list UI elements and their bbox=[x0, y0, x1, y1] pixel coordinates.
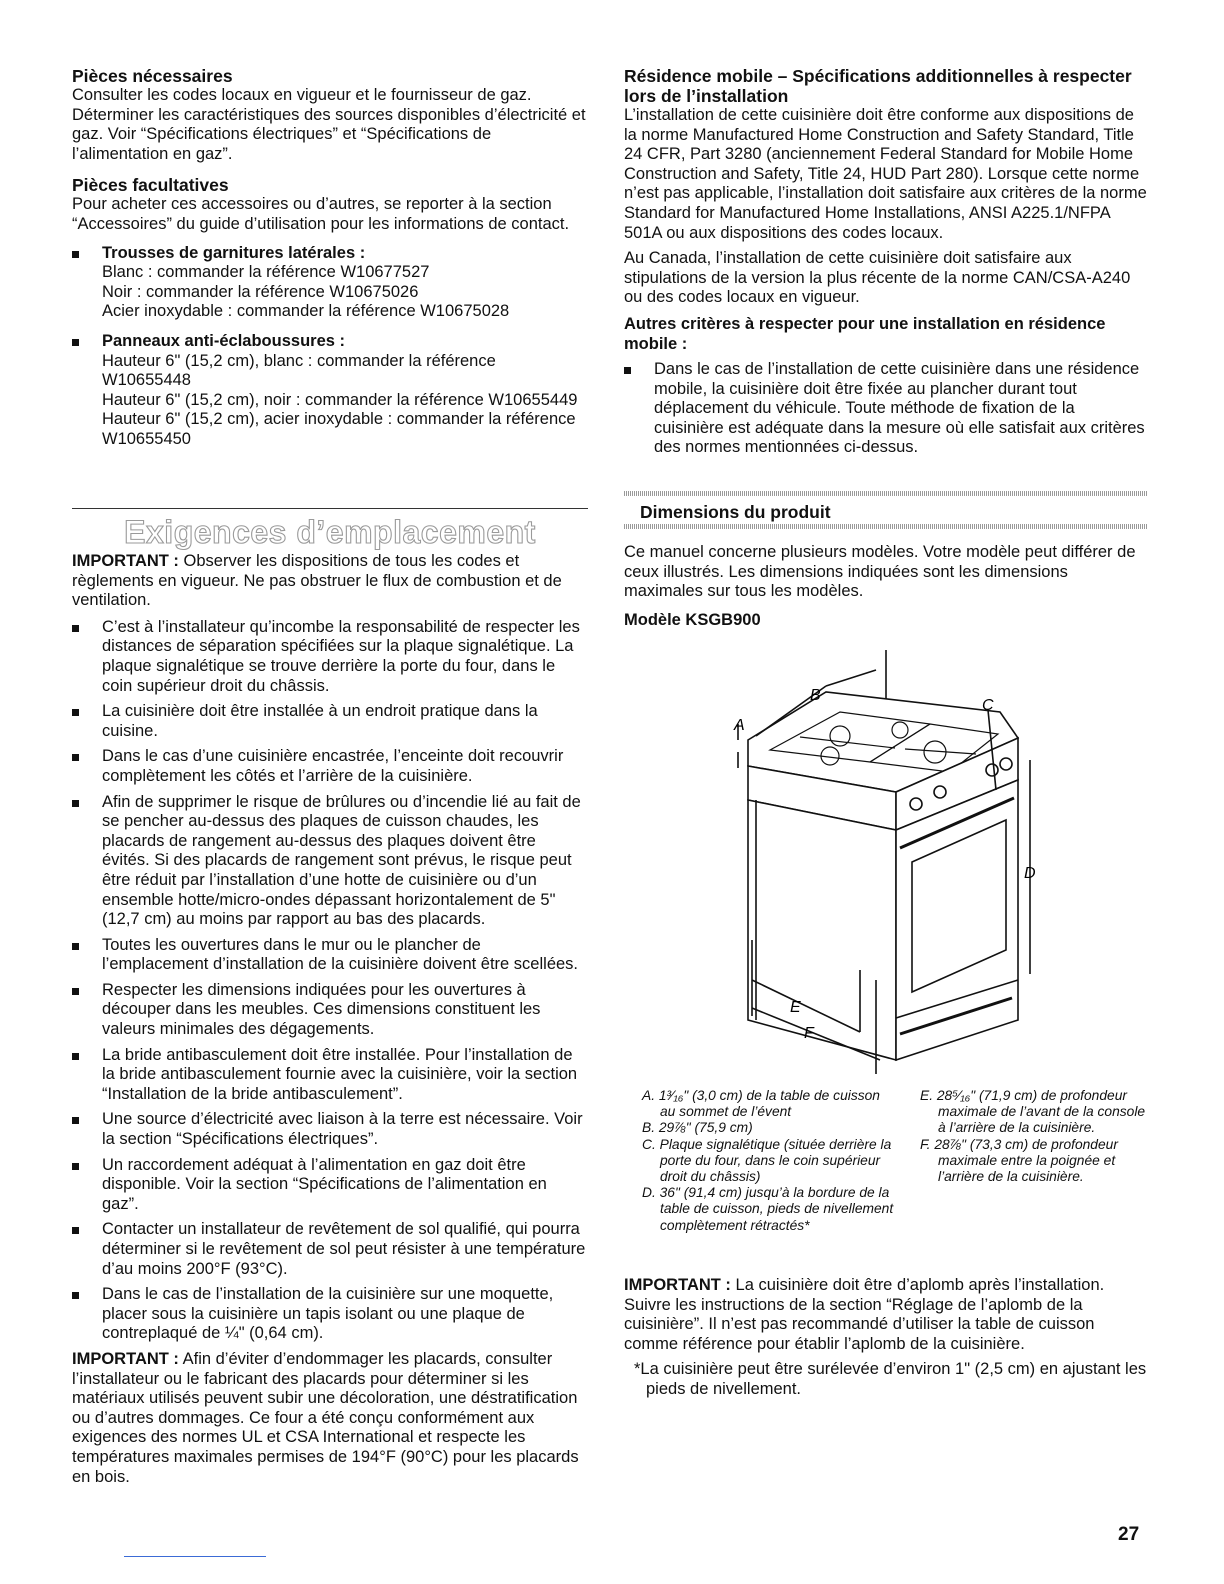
list-item bbox=[72, 618, 588, 696]
list-item-text: La cuisinière doit être installée à un endroit pratique dans la cuisine. bbox=[102, 702, 538, 740]
dimensions-title: Dimensions du produit bbox=[640, 502, 831, 522]
pieces-necessaires-text: Consulter les codes locaux en vigueur et le fournisseur de gaz. Déterminer les caractéristiques des sources disponibles d’électricité et gaz. Voir “Spécifications électriques” et “Spécifications de l’alimentation en gaz”. bbox=[72, 86, 586, 163]
bullet-icon bbox=[72, 709, 79, 716]
dimensions-rule-top bbox=[624, 491, 1148, 496]
list-item bbox=[72, 1220, 588, 1279]
important-label: IMPORTANT : bbox=[624, 1276, 731, 1294]
label-c: C bbox=[982, 697, 994, 714]
exigences-title: Exigences d’emplacement bbox=[124, 514, 536, 550]
left-column-top bbox=[72, 66, 588, 456]
important-text: Afin d’éviter d’endommager les placards, consulter l’installateur ou le fabricant des placards pour déterminer si les matériaux utilisés peuvent subir une décoloration, une déstratification ou d’autres dommages. Ce four a été conçu conformément aux exigences des normes UL et CSA International et respecte les températures maximales permises de 194°F (90°C) pour les placards en bois. bbox=[72, 1349, 579, 1486]
label-d: D bbox=[1024, 865, 1036, 882]
important-label: IMPORTANT : bbox=[72, 1349, 179, 1368]
accessory-line: Hauteur 6" (15,2 cm), blanc : commander la référence W10655448 bbox=[102, 351, 496, 390]
caption-f: F. 28⅞" (73,3 cm) de profondeur maximale entre la poignée et l’arrière de la cuisinière. bbox=[920, 1136, 1118, 1185]
residence-subtitle: Autres critères à respecter pour une installation en résidence mobile : bbox=[624, 314, 1106, 353]
label-f: F bbox=[804, 1025, 814, 1042]
list-item bbox=[72, 1156, 588, 1215]
accessory-label: Panneaux anti-éclaboussures : bbox=[102, 331, 345, 350]
list-item bbox=[72, 981, 588, 1040]
dimensions-important bbox=[624, 1276, 1148, 1354]
accessory-item-trim bbox=[72, 244, 588, 322]
residence-p2: Au Canada, l’installation de cette cuisinière doit satisfaire aux stipulations de la version la plus récente de la norme CAN/CSA-A240 ou des codes locaux en vigueur. bbox=[624, 249, 1131, 307]
caption-e: E. 28⁵⁄₁₆" (71,9 cm) de profondeur maximale de l’avant de la console à l’arrière de la cuisinière. bbox=[920, 1088, 1146, 1136]
bullet-icon bbox=[72, 1163, 79, 1170]
pieces-necessaires-title: Pièces nécessaires bbox=[72, 66, 233, 86]
list-item-text: C’est à l’installateur qu’incombe la responsabilité de respecter les distances de séparation spécifiées sur la plaque signalétique. La plaque signalétique se trouve derrière la porte du four, dans le coin supérieur droit du châssis. bbox=[102, 617, 580, 695]
dimensions-intro-block bbox=[624, 543, 1148, 630]
residence-title: Résidence mobile – Spécifications additionnelles à respecter lors de l’installation bbox=[624, 66, 1132, 106]
list-item bbox=[72, 702, 588, 741]
right-column-top bbox=[624, 66, 1148, 464]
bullet-icon bbox=[624, 367, 631, 374]
important-text: Observer les dispositions de tous les codes et règlements en vigueur. Ne pas obstruer le flux de combustion et de ventilation. bbox=[72, 552, 562, 610]
list-item-text: Contacter un installateur de revêtement de sol qualifié, qui pourra déterminer si le revêtement de sol peut résister à une température d’au moins 200°F (93°C). bbox=[102, 1220, 586, 1278]
dimensions-rule-bottom bbox=[624, 524, 1148, 529]
important-text: La cuisinière doit être d’aplomb après l’installation. Suivre les instructions de la section “Réglage de l’aplomb de la cuisinière”. Il n’est pas recommandé d’utiliser la table de cuisson comme référence pour établir l’aplomb de la cuisinière. bbox=[624, 1276, 1105, 1353]
pieces-facultatives-title: Pièces facultatives bbox=[72, 175, 229, 196]
bullet-icon bbox=[72, 625, 79, 632]
accessory-line: Blanc : commander la référence W10677527 bbox=[102, 263, 430, 282]
page-number: 27 bbox=[1118, 1524, 1140, 1545]
exigences-list bbox=[72, 618, 588, 1344]
list-item-text: Dans le cas de l’installation de la cuisinière sur une moquette, placer sous la cuisinière un tapis isolant ou une plaque de contreplaqué de ¼" (0,64 cm). bbox=[102, 1285, 554, 1343]
section-divider bbox=[72, 508, 588, 509]
list-item-text: Respecter les dimensions indiquées pour les ouvertures à découper dans les meubles. Ces dimensions constituent les valeurs minimales des dégagements. bbox=[102, 980, 541, 1039]
bullet-icon bbox=[72, 1117, 79, 1124]
accessory-label: Trousses de garnitures latérales : bbox=[102, 243, 366, 262]
caption-b: B. 29⅞" (75,9 cm) bbox=[642, 1120, 753, 1136]
accessory-line: Acier inoxydable : commander la référence W10675028 bbox=[102, 302, 510, 321]
accessory-line: Hauteur 6" (15,2 cm), noir : commander la référence W10655449 bbox=[102, 390, 578, 409]
list-item-text: Une source d’électricité avec liaison à la terre est nécessaire. Voir la section “Spécifications électriques”. bbox=[102, 1110, 583, 1149]
accessory-line: Noir : commander la référence W10675026 bbox=[102, 282, 419, 301]
caption-d: D. 36" (91,4 cm) jusqu’à la bordure de la table de cuisson, pieds de nivellement complètement rétractés* bbox=[642, 1185, 894, 1233]
model-title: Modèle KSGB900 bbox=[624, 610, 761, 629]
bullet-icon bbox=[72, 988, 79, 995]
bullet-icon bbox=[72, 754, 79, 761]
leveling-note: *La cuisinière peut être surélevée d’environ 1" (2,5 cm) en ajustant les pieds de nivellement. bbox=[634, 1360, 1147, 1398]
accessory-line: Hauteur 6" (15,2 cm), acier inoxydable : commander la référence W10655450 bbox=[102, 410, 576, 448]
list-item bbox=[72, 793, 588, 930]
list-item-text: La bride antibasculement doit être installée. Pour l’installation de la bride antibasculement fournie avec la cuisinière, voir la section “Installation de la bride antibasculement”. bbox=[102, 1045, 578, 1103]
exigences-important bbox=[72, 552, 588, 611]
dimensions-important-block bbox=[624, 1276, 1148, 1400]
exigences-important-2 bbox=[72, 1350, 588, 1487]
accessory-item-backsplash bbox=[72, 332, 588, 450]
bullet-icon bbox=[72, 1292, 79, 1299]
bullet-icon bbox=[72, 1053, 79, 1060]
list-item bbox=[72, 936, 588, 975]
bullet-icon bbox=[72, 800, 79, 807]
bullet-icon bbox=[72, 943, 79, 950]
list-item-text: Dans le cas d’une cuisinière encastrée, l’enceinte doit recouvrir complètement les côtés et l’arrière de la cuisinière. bbox=[102, 747, 564, 785]
list-item-text: Afin de supprimer le risque de brûlures ou d’incendie lié au fait de se pencher au-dessus des plaques de cuisson chaudes, les placards de rangement au-dessus des plaques doivent être évités. Si des placards de rangement sont prévus, le risque peut être réduit par l’installation d’une hotte de cuisinière ou d’un ensemble hotte/micro-ondes dépassant horizontalement de 5" (12,7 cm) au moins par rapport au bas des placards. bbox=[102, 792, 581, 929]
list-item bbox=[72, 1046, 588, 1105]
bullet-icon bbox=[72, 1227, 79, 1234]
footer-rule bbox=[124, 1556, 266, 1557]
bullet-icon bbox=[72, 339, 79, 346]
range-dimension-diagram bbox=[700, 640, 1080, 1080]
list-item bbox=[72, 747, 588, 786]
residence-list bbox=[624, 360, 1148, 458]
pieces-facultatives-text: Pour acheter ces accessoires ou d’autres, se reporter à la section “Accessoires” du guide d’utilisation pour les informations de contact. bbox=[72, 195, 570, 233]
label-b: B bbox=[810, 687, 821, 704]
captions-right bbox=[920, 1088, 1146, 1185]
list-item-text: Toutes les ouvertures dans le mur ou le plancher de l’emplacement d’installation de la cuisinière doivent être scellées. bbox=[102, 935, 579, 974]
dimensions-intro: Ce manuel concerne plusieurs modèles. Votre modèle peut différer de ceux illustrés. Les dimensions indiquées sont les dimensions maximales sur tous les modèles. bbox=[624, 543, 1136, 601]
important-label: IMPORTANT : bbox=[72, 552, 179, 570]
list-item-text: Dans le cas de l’installation de cette cuisinière dans une résidence mobile, la cuisinière doit être fixée au plancher durant tout déplacement du véhicule. Toute méthode de fixation de la cuisinière est adéquate dans la mesure où elle satisfait aux critères des normes mentionnées ci-dessus. bbox=[654, 359, 1145, 457]
list-item bbox=[624, 360, 1148, 458]
bullet-icon bbox=[72, 251, 79, 258]
label-e: E bbox=[790, 999, 801, 1016]
range-side bbox=[748, 800, 896, 1060]
label-a: A bbox=[734, 717, 745, 734]
caption-c: C. Plaque signalétique (située derrière la porte du four, dans le coin supérieur droit du châssis) bbox=[642, 1136, 892, 1185]
caption-a: A. 1³⁄₁₆" (3,0 cm) de la table de cuisson au sommet de l’évent bbox=[642, 1088, 880, 1120]
list-item bbox=[72, 1110, 588, 1149]
list-item bbox=[72, 1285, 588, 1344]
accessories-list bbox=[72, 244, 588, 450]
list-item-text: Un raccordement adéquat à l’alimentation en gaz doit être disponible. Voir la section “Spécifications de l’alimentation en gaz”. bbox=[102, 1155, 547, 1213]
captions-left bbox=[642, 1088, 898, 1234]
residence-p1: L’installation de cette cuisinière doit être conforme aux dispositions de la norme Manufactured Home Construction and Safety Standard, Title 24 CFR, Part 3280 (anciennement Federal Standard for Mobile Home Construction and Safety, Title 24, HUD Part 280). Lorsque cette norme n’est pas applicable, l’installation doit satisfaire aux critères de la norme Standard for Manufactured Home Installations, ANSI A225.1/NFPA 501A ou aux dispositions des codes locaux. bbox=[624, 106, 1147, 242]
left-column-exigences bbox=[72, 552, 588, 1487]
